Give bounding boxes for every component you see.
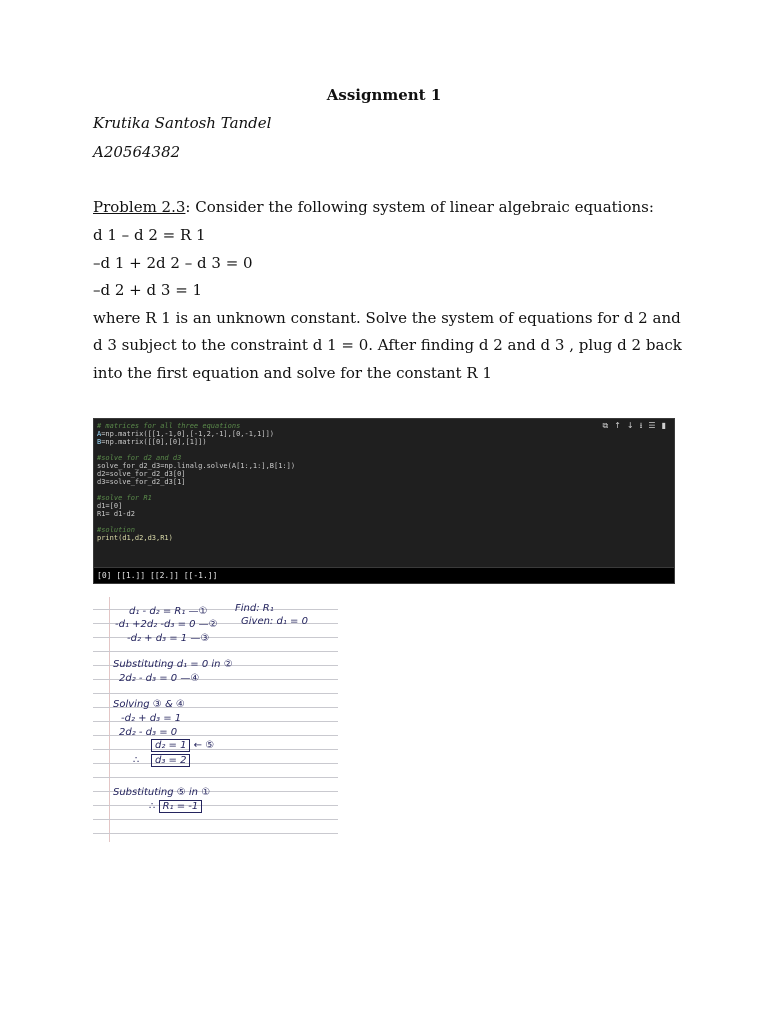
problem-text-line: d 3 subject to the constraint d 1 = 0. After finding d 2 and d 3 , plug d 2 back	[93, 336, 682, 354]
author-name: Krutika Santosh Tandel	[93, 114, 272, 132]
delete-icon[interactable]: ▮	[661, 421, 666, 430]
note-eq3: -d₂ + d₃ = 1 —③	[127, 633, 210, 644]
result-r1-box: R₁ = -1	[159, 800, 203, 813]
note-eq4: 2d₂ - d₃ = 0 —④	[119, 673, 200, 684]
problem-label: Problem 2.3	[93, 198, 186, 216]
cell-toolbar	[602, 422, 666, 430]
notebook-rule	[93, 777, 338, 778]
handwritten-notes	[93, 597, 338, 842]
code-line: d2=solve_for_d2_d3[0]	[97, 470, 186, 478]
equation-3: –d 2 + d 3 = 1	[93, 281, 203, 299]
note-result-d3	[151, 755, 190, 766]
notebook-rule	[93, 651, 338, 652]
share-icon[interactable]: ⭳	[639, 421, 643, 430]
code-comment: #solve for R1	[97, 494, 152, 502]
problem-text-line: where R 1 is an unknown constant. Solve the system of equations for d 2 and	[93, 309, 681, 327]
note-find: Find: R₁	[235, 603, 274, 614]
arrow-up-icon[interactable]: ↑	[614, 421, 621, 430]
page-title: Assignment 1	[326, 86, 442, 104]
equation-1: d 1 – d 2 = R 1	[93, 226, 206, 244]
copy-icon[interactable]: ⧉	[602, 421, 609, 430]
notebook-rule	[93, 819, 338, 820]
code-comment: #solve for d2 and d3	[97, 454, 182, 462]
arrow-down-icon[interactable]: ↓	[626, 421, 634, 430]
code-line: d3=solve_for_d2_d3[1]	[97, 478, 186, 486]
notebook-rule	[93, 693, 338, 694]
result-d2-box: d₂ = 1	[151, 739, 190, 752]
note-eq2: -d₁ +2d₂ -d₃ = 0 —②	[115, 619, 218, 630]
code-line: print(d1,d2,d3,R1)	[97, 534, 173, 542]
notebook-rule	[93, 749, 338, 750]
code-var: B	[97, 438, 102, 446]
code-comment: # matrices for all three equations	[97, 422, 241, 430]
note-result-d2	[151, 740, 214, 751]
note-eq5: -d₂ + d₃ = 1	[121, 713, 182, 724]
note-therefore: ∴	[133, 755, 140, 766]
code-comment: #solution	[97, 526, 135, 534]
note-sub2: Substituting ⑤ in ①	[113, 787, 211, 798]
result-d3-box: d₃ = 2	[151, 754, 190, 767]
problem-text-line: into the first equation and solve for the constant R 1	[93, 364, 492, 382]
code-text: =np.matrix([[1,-1,0],[-1,2,-1],[0,-1,1]])	[101, 430, 275, 438]
problem-intro: : Consider the following system of linear algebraic equations:	[185, 198, 654, 216]
code-text: =np.matrix([[0],[0],[1]])	[101, 438, 207, 446]
note-eq6: 2d₂ - d₃ = 0	[119, 727, 178, 738]
note-sub1: Substituting d₁ = 0 in ②	[113, 659, 233, 670]
result-d2-tag: ← ⑤	[193, 740, 215, 751]
note-solving: Solving ③ & ④	[113, 699, 185, 710]
settings-icon[interactable]: ☰	[648, 421, 656, 430]
note-eq1: d₁ - d₂ = R₁ —①	[129, 606, 208, 617]
code-line	[97, 438, 295, 446]
therefore-symbol: ∴	[149, 801, 156, 812]
problem-statement	[93, 198, 654, 216]
code-output: [0] [[1.]] [[2.]] [[-1.]]	[94, 567, 674, 583]
student-id: A20564382	[93, 143, 181, 161]
code-var: A	[97, 430, 102, 438]
notebook-rule	[93, 833, 338, 834]
note-result-r1	[149, 801, 202, 812]
notebook-rule	[93, 763, 338, 764]
code-cell	[93, 418, 675, 584]
code-line: R1= d1-d2	[97, 510, 135, 518]
equation-2: –d 1 + 2d 2 – d 3 = 0	[93, 254, 253, 272]
notebook-rule	[93, 805, 338, 806]
code-line	[97, 430, 295, 438]
note-given: Given: d₁ = 0	[241, 616, 308, 627]
code-line: solve_for_d2_d3=np.linalg.solve(A[1:,1:],B[1:])	[97, 462, 296, 470]
code-line: d1=[0]	[97, 502, 123, 510]
